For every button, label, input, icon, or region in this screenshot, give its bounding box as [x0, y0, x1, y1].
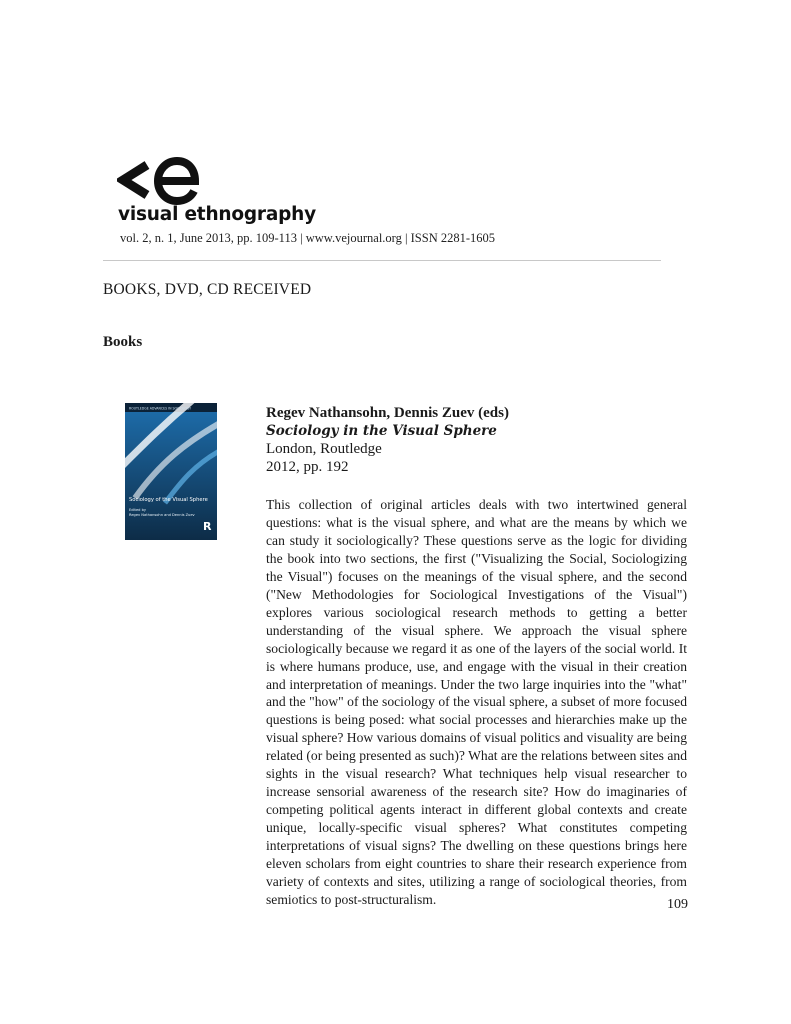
cover-publisher-mark: R — [203, 520, 212, 533]
book-authors: Regev Nathansohn, Dennis Zuev (eds) — [266, 405, 509, 421]
book-cover-image — [125, 403, 217, 540]
book-abstract: This collection of original articles deals with two intertwined general questions: what is the visual sphere, and what are the means by which we can study it sociologically? These questions serve as the logic for dividing the book into two sections, the first ("Visualizing the Social, Sociologizing the Visual") focuses on the meanings of the visual sphere, and the second ("New Methodologies for Sociological Investigations of the Visual") explores various sociological research methods to getting a better understanding of the visual sphere. We approach the visual sphere sociologically because we regard it as one of the layers of the social world. It is where humans produce, use, and engage with the visual in their creation and interpretation of meanings. Under the two large inquiries into the "what" and the "how" of the sociology of the visual sphere, a subset of more focused questions is being posed: what social processes and hierarchies make up the visual sphere? How various domains of visual politics and visuality are being related (or being presented as such)? What are the relations between sites and sights in the visual research? What techniques help visual researcher to increase sensorial awareness of the research site? How do imaginaries of competing political agents interact in different global contexts and create unique, locally-specific visual spheres? What constitutes competing interpretations of visual signs? The dwelling on these questions brings here eleven scholars from eight countries to share their research experience from variety of contexts and sites, utilizing a range of sociological theories, from semiotics to post-structuralism. — [266, 497, 687, 907]
section-title: BOOKS, DVD, CD RECEIVED — [103, 281, 312, 298]
book-title: Sociology in the Visual Sphere — [266, 423, 497, 439]
cover-series-label: ROUTLEDGE ADVANCES IN SOCIOLOGY — [129, 406, 192, 411]
cover-edited-by: Edited by — [129, 508, 147, 512]
logo-ve-icon — [117, 148, 207, 208]
journal-name: visual ethnography — [118, 204, 317, 225]
journal-logo-mark — [117, 148, 207, 208]
cover-editors: Regev Nathansohn and Dennis Zuev — [129, 513, 195, 517]
book-entry — [266, 404, 687, 909]
journal-issue-info: vol. 2, n. 1, June 2013, pp. 109-113 | www.vejournal.org | ISSN 2281-1605 — [120, 231, 496, 245]
page-number: 109 — [667, 897, 688, 912]
book-publisher: London, Routledge — [266, 441, 382, 457]
header-divider — [103, 260, 661, 261]
cover-title: Sociology of the Visual Sphere — [129, 497, 208, 503]
section-subtitle: Books — [103, 334, 143, 350]
book-year-pages: 2012, pp. 192 — [266, 459, 349, 475]
